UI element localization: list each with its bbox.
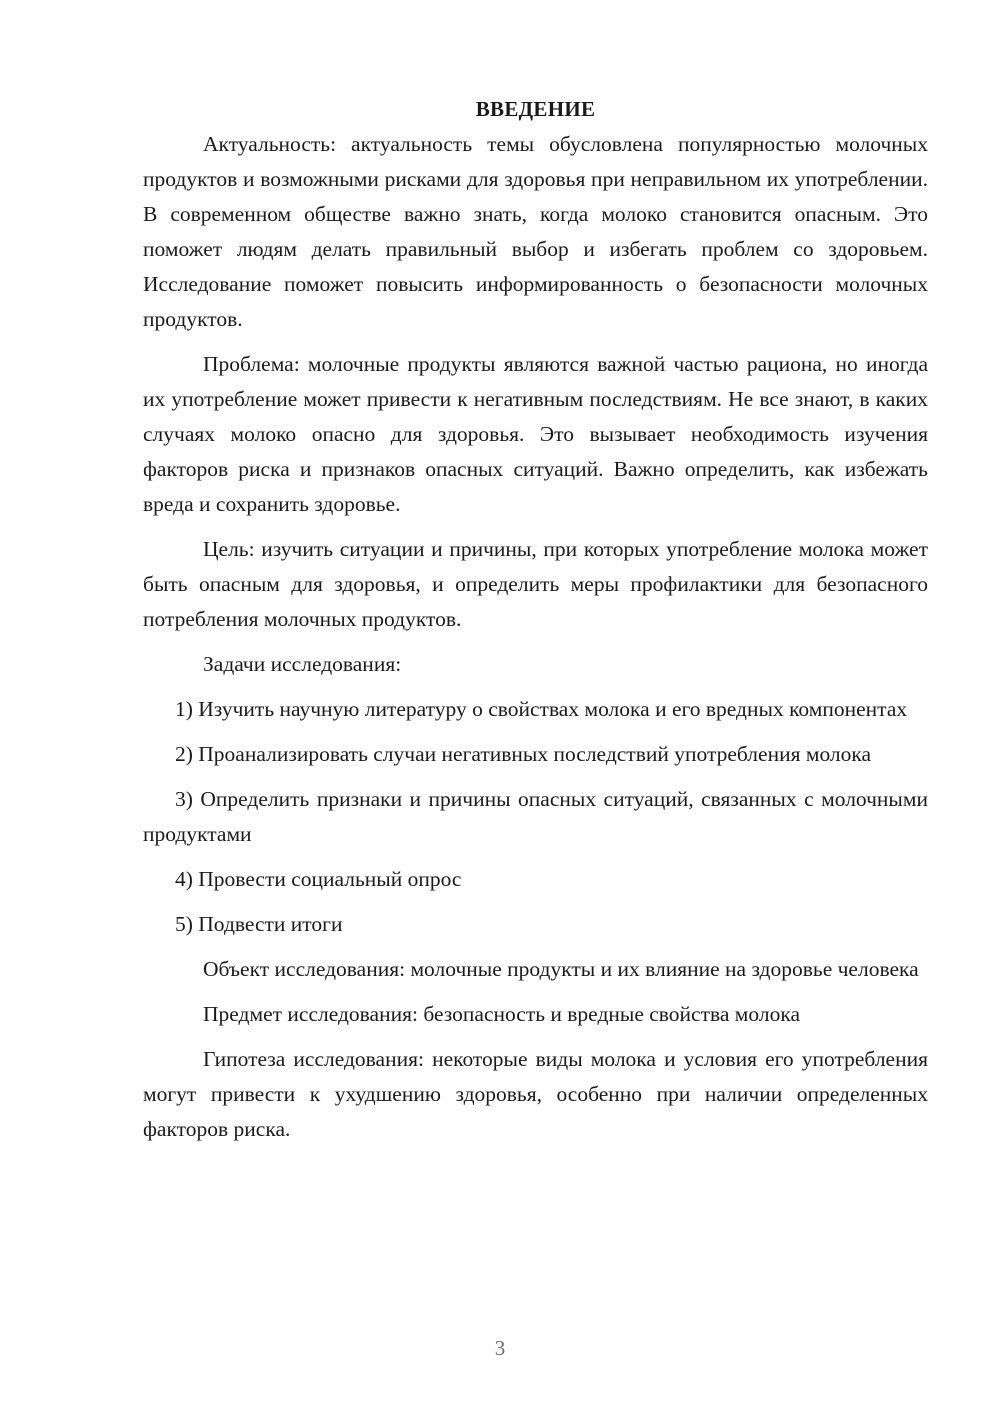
- page-number: 3: [494, 1336, 506, 1360]
- tasks-heading: Задачи исследования:: [203, 652, 402, 676]
- paragraph-hypothesis: Гипотеза исследования: некоторые виды молока и условия его употребления могут привести к ухудшению здоровья, особенно при наличии определенных факторов риска.: [143, 1047, 928, 1141]
- section-title: ВВЕДЕНИЕ: [475, 97, 596, 121]
- paragraph-relevance: Актуальность: актуальность темы обусловлена популярностью молочных продуктов и возможными рисками для здоровья при неправильном их употреблении. В современном обществе важно знать, когда молоко становится опасным. Это поможет людям делать правильный выбор и избегать проблем со здоровьем. Исследование поможет повысить информированность о безопасности молочных продуктов.: [143, 132, 928, 331]
- paragraph-subject: Предмет исследования: безопасность и вредные свойства молока: [203, 1002, 800, 1026]
- list-item: 1) Изучить научную литературу о свойствах молока и его вредных компонентах: [175, 697, 908, 721]
- list-item: 3) Определить признаки и причины опасных ситуаций, связанных с молочными продуктами: [143, 787, 928, 846]
- paragraph-goal: Цель: изучить ситуации и причины, при которых употребление молока может быть опасным для здоровья, и определить меры профилактики для безопасного потребления молочных продуктов.: [143, 537, 928, 631]
- list-item: 5) Подвести итоги: [175, 912, 343, 936]
- document-page: [143, 92, 928, 1147]
- tasks-list: [143, 692, 928, 942]
- paragraph-problem: Проблема: молочные продукты являются важной частью рациона, но иногда их употребление может привести к негативным последствиям. Не все знают, в каких случаях молоко опасно для здоровья. Это вызывает необходимость изучения факторов риска и признаков опасных ситуаций. Важно определить, как избежать вреда и сохранить здоровье.: [143, 352, 928, 516]
- paragraph-object: Объект исследования: молочные продукты и их влияние на здоровье человека: [203, 957, 919, 981]
- list-item: 2) Проанализировать случаи негативных последствий употребления молока: [175, 742, 872, 766]
- list-item: 4) Провести социальный опрос: [175, 867, 462, 891]
